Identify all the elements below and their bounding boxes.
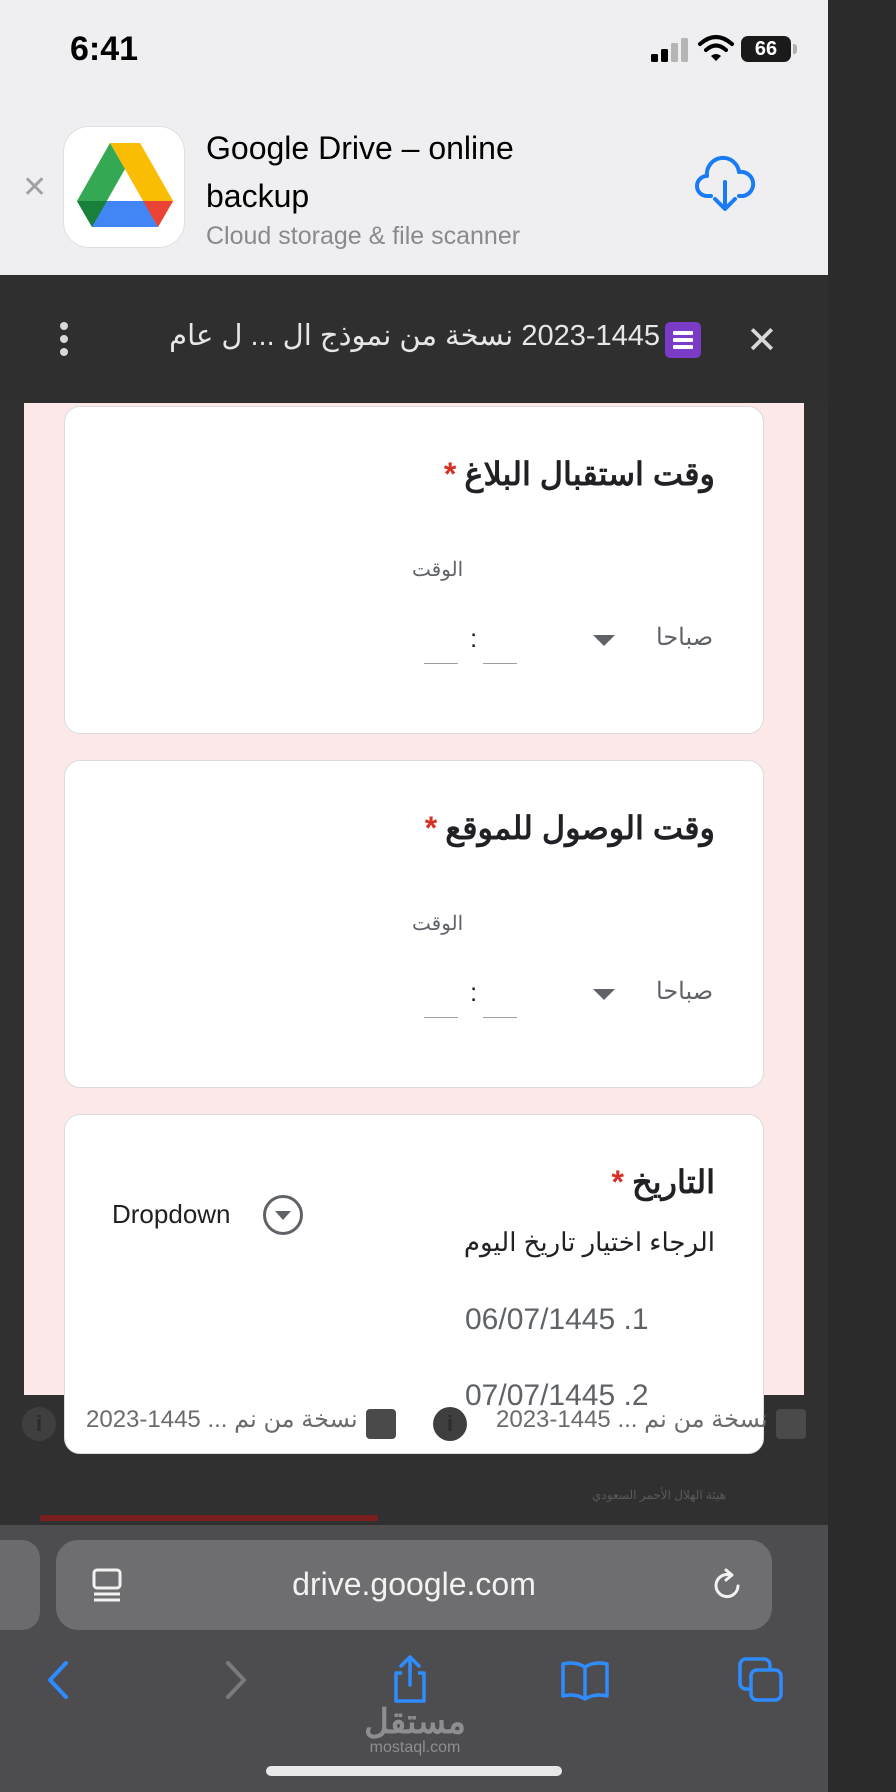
question-title <box>611 1163 715 1201</box>
kebab-menu-icon[interactable] <box>56 322 72 358</box>
required-mark: * <box>424 810 438 846</box>
chevron-down-icon[interactable] <box>593 635 615 646</box>
banner-close-icon[interactable]: ✕ <box>22 171 48 204</box>
form-preview[interactable] <box>24 403 804 1412</box>
watermark <box>330 1705 500 1757</box>
question-title-text: وقت الوصول للموقع <box>445 810 715 846</box>
home-indicator[interactable] <box>266 1766 562 1776</box>
google-forms-icon <box>665 322 701 358</box>
google-drive-app-icon[interactable] <box>63 126 185 248</box>
question-description: الرجاء اختيار تاريخ اليوم <box>463 1227 715 1257</box>
background-org-logo: هيئة الهلال الأحمر السعودي <box>592 1488 726 1502</box>
time-label: الوقت <box>412 913 464 935</box>
question-card <box>64 406 764 734</box>
dropdown-circle-icon <box>263 1195 303 1235</box>
cellular-signal-icon <box>651 38 691 62</box>
battery-nub <box>793 44 797 54</box>
wifi-icon <box>698 34 734 62</box>
status-time: 6:41 <box>70 30 139 68</box>
watermark-arabic: مستقل <box>364 1703 466 1741</box>
minute-input[interactable] <box>483 1017 517 1018</box>
hour-input[interactable] <box>424 1017 458 1018</box>
minute-input[interactable] <box>483 663 517 664</box>
google-drive-logo-icon <box>77 143 173 229</box>
app-title[interactable]: Google Drive – online backup <box>206 130 514 214</box>
question-title-text: وقت استقبال البلاغ <box>464 456 715 492</box>
background-file-title: 2023-1445 ... نسخة من نم <box>496 1406 768 1433</box>
previous-tab[interactable] <box>0 1540 40 1630</box>
question-title <box>444 455 715 493</box>
url-text[interactable]: drive.google.com <box>292 1566 536 1602</box>
app-subtitle: Cloud storage & file scanner <box>206 222 521 250</box>
question-card <box>64 760 764 1088</box>
time-label: الوقت <box>412 559 464 581</box>
forms-icon <box>366 1409 396 1439</box>
dropdown-option[interactable]: 06/07/1445 .1 <box>465 1303 649 1336</box>
forward-icon[interactable] <box>210 1655 260 1705</box>
watermark-latin: mostaql.com <box>369 1739 461 1756</box>
hour-input[interactable] <box>424 663 458 664</box>
required-mark: * <box>611 1164 624 1200</box>
background-thumbnail-bar <box>40 1515 378 1521</box>
back-icon[interactable] <box>34 1655 84 1705</box>
reload-icon[interactable] <box>710 1568 744 1602</box>
ampm-select[interactable]: صباحا <box>656 978 714 1005</box>
info-icon: i <box>22 1407 56 1441</box>
ampm-select[interactable]: صباحا <box>656 624 714 651</box>
question-title <box>425 809 715 847</box>
close-preview-icon[interactable]: ✕ <box>746 320 778 362</box>
question-title-text: التاريخ <box>631 1164 715 1200</box>
share-icon[interactable] <box>385 1655 435 1705</box>
document-title: 2023-1445 نسخة من نموذج ال ... ل عام <box>169 320 660 352</box>
time-separator: : <box>470 977 478 1007</box>
bookmarks-icon[interactable] <box>560 1655 610 1705</box>
tabs-icon[interactable] <box>736 1655 786 1705</box>
dropdown-option[interactable]: 07/07/1445 .2 <box>465 1379 649 1412</box>
question-type-label: Dropdown <box>112 1199 231 1229</box>
forms-icon <box>776 1409 806 1439</box>
background-file-title: 2023-1445 ... نسخة من نم <box>86 1406 358 1433</box>
time-separator: : <box>470 623 478 653</box>
question-card <box>64 1114 764 1454</box>
required-mark: * <box>443 456 457 492</box>
chevron-down-icon[interactable] <box>593 989 615 1000</box>
battery-icon: 66 <box>741 36 791 62</box>
info-icon: i <box>433 1407 467 1441</box>
cloud-download-icon[interactable] <box>695 158 755 214</box>
